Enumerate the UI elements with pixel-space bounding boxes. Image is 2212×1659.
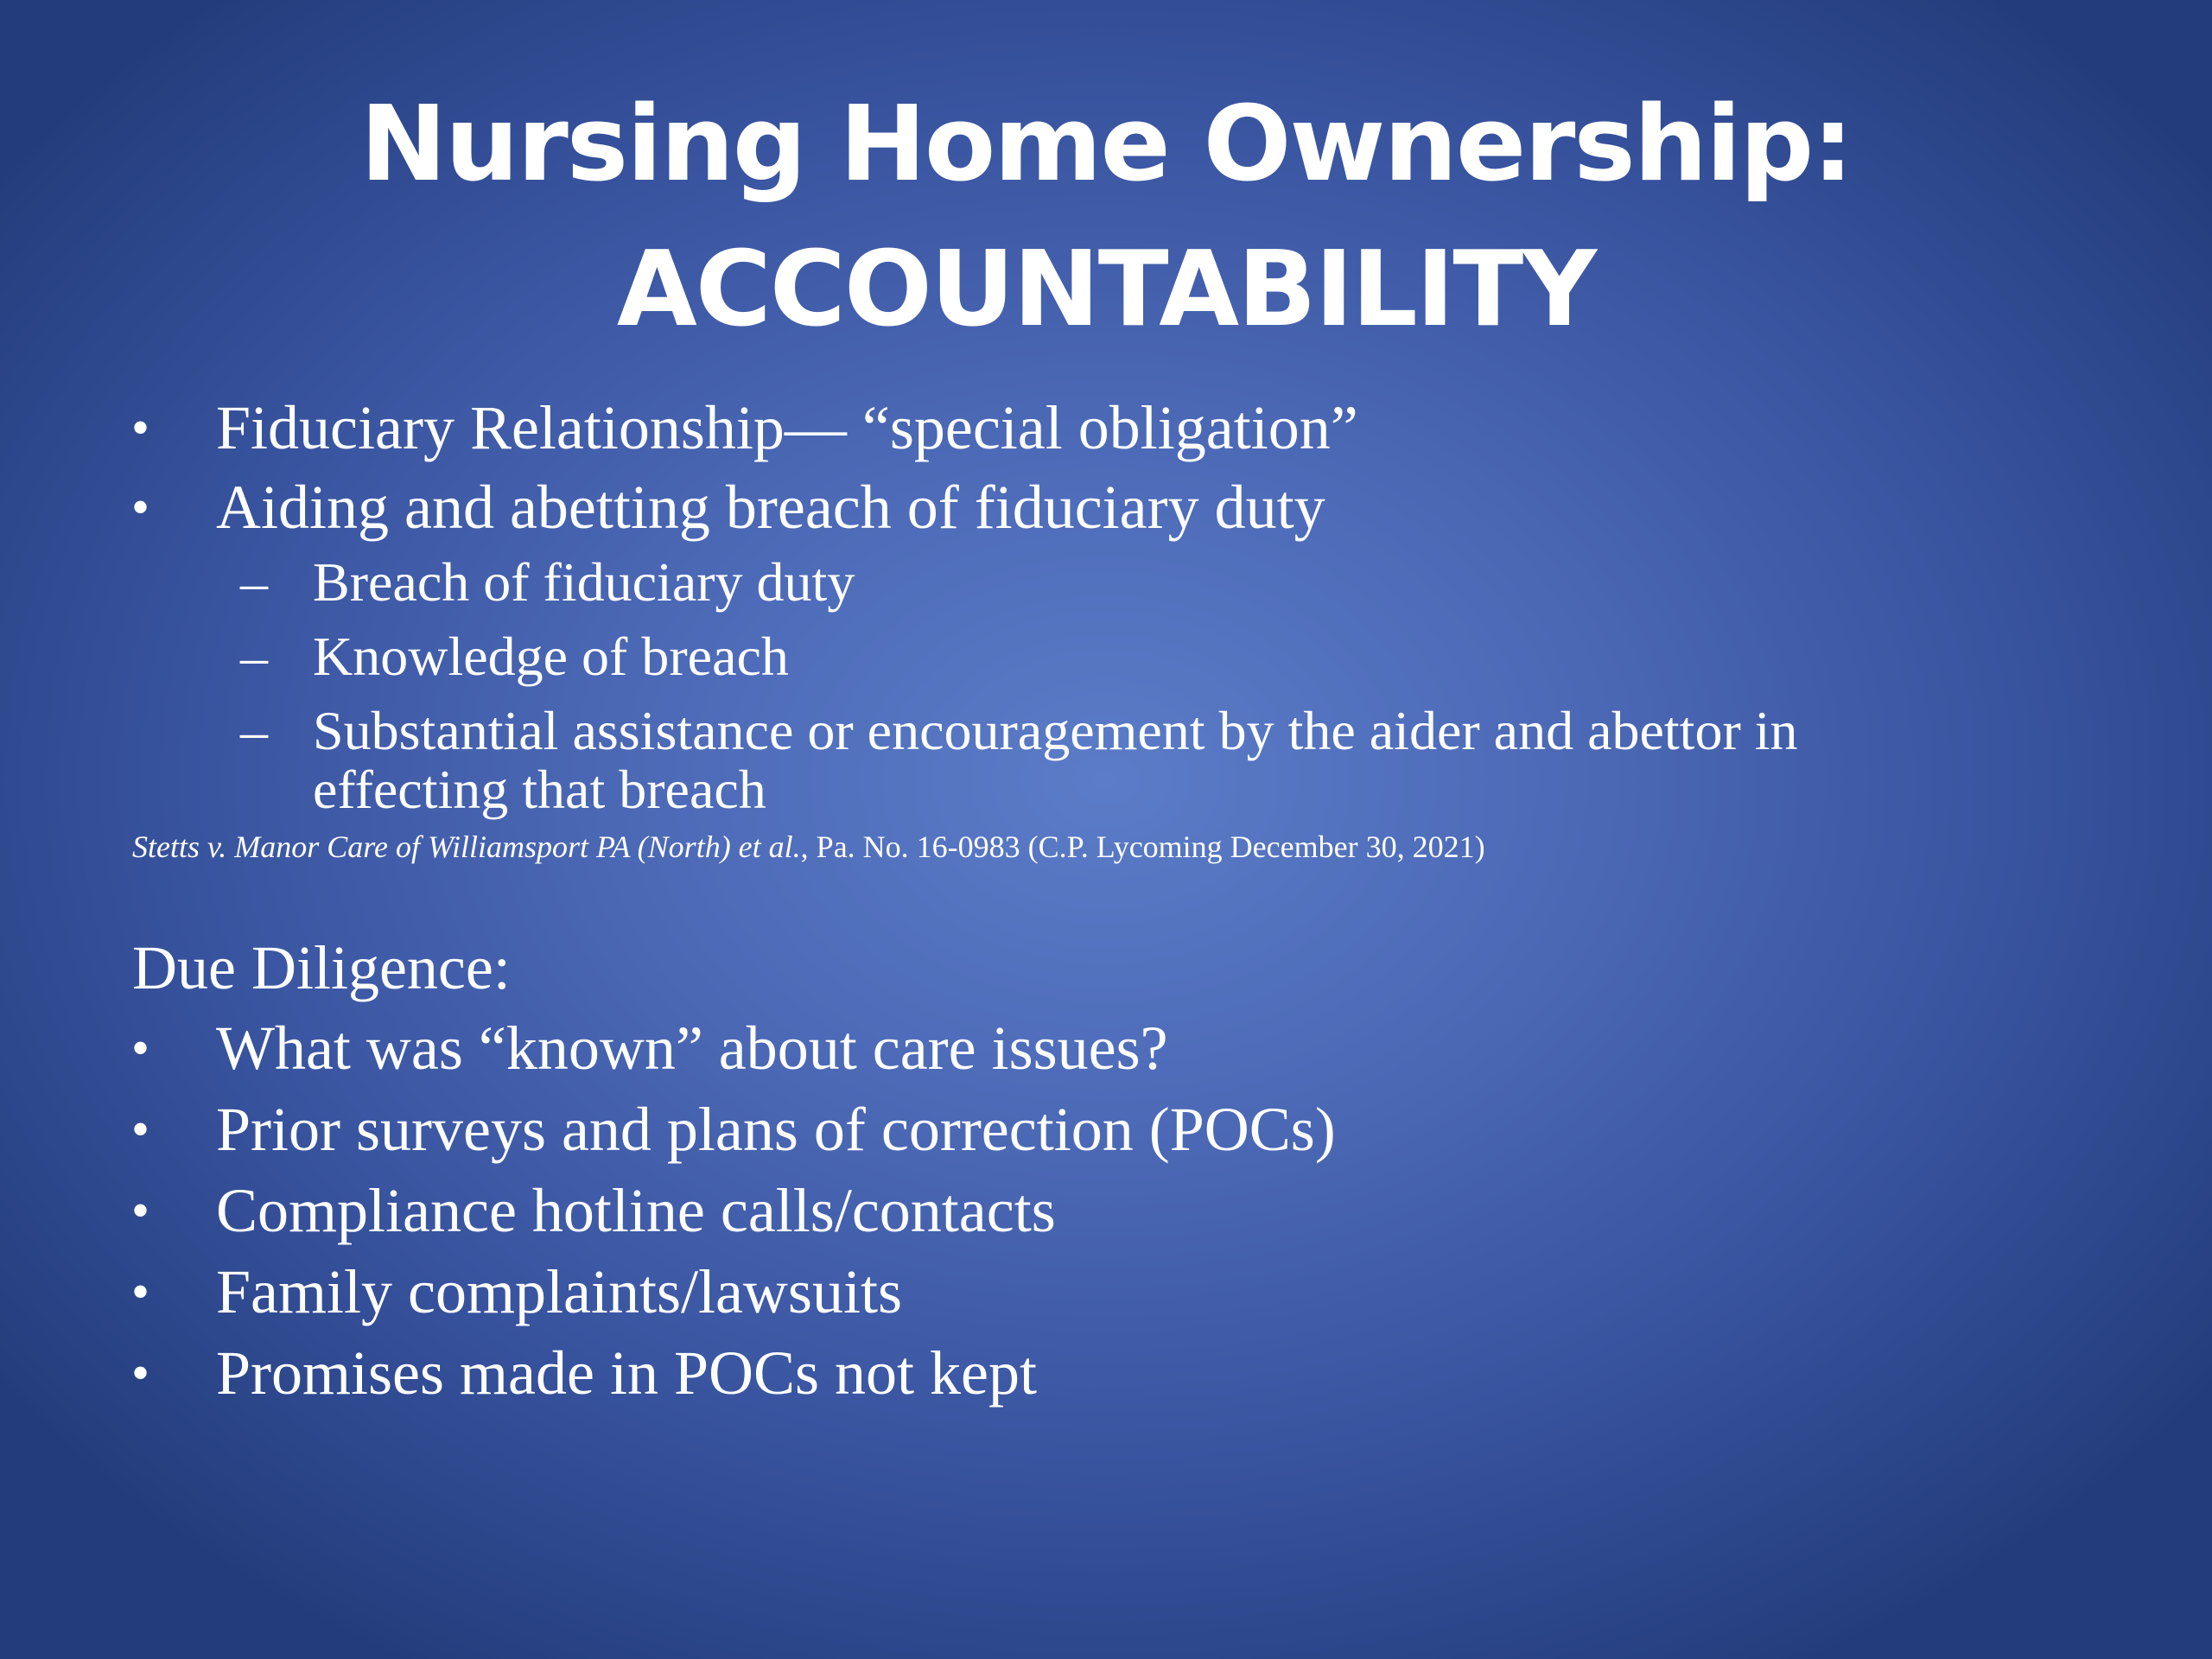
- sub-item-substantial-assistance-cont: effecting that breach: [313, 759, 766, 820]
- bullet-aiding-abetting: Aiding and abetting breach of fiduciary duty: [216, 473, 1325, 542]
- bullet-fiduciary-relationship: Fiduciary Relationship— “special obligation”: [216, 393, 1358, 462]
- bullet-marker: •: [131, 1263, 150, 1320]
- bullet-family-complaints: Family complaints/lawsuits: [216, 1257, 902, 1326]
- slide-title: [0, 73, 2212, 363]
- dash-marker: –: [240, 626, 268, 687]
- citation-case-name: Stetts v. Manor Care of Williamsport PA (North) et al.: [132, 830, 801, 864]
- sub-item-knowledge: Knowledge of breach: [313, 626, 789, 687]
- bullet-prior-surveys: Prior surveys and plans of correction (POCs): [216, 1095, 1336, 1164]
- bullet-marker: •: [131, 1101, 150, 1158]
- bullet-marker: •: [131, 1182, 150, 1239]
- bullet-promises-not-kept: Promises made in POCs not kept: [216, 1338, 1037, 1408]
- bullet-compliance-hotline: Compliance hotline calls/contacts: [216, 1176, 1056, 1245]
- bullet-marker: •: [131, 1344, 150, 1402]
- dash-marker: –: [240, 551, 268, 613]
- dash-marker: –: [240, 700, 268, 761]
- sub-item-breach: Breach of fiduciary duty: [313, 551, 855, 613]
- sub-item-substantial-assistance: Substantial assistance or encouragement by the aider and abettor in: [313, 700, 1798, 761]
- bullet-marker: •: [131, 1020, 150, 1077]
- title-line-2: ACCOUNTABILITY: [616, 230, 1596, 350]
- case-citation: [132, 825, 1485, 868]
- citation-reference: , Pa. No. 16-0983 (C.P. Lycoming December 30, 2021): [800, 830, 1485, 864]
- bullet-marker: •: [131, 479, 150, 536]
- title-line-1: Nursing Home Ownership:: [359, 85, 1853, 205]
- due-diligence-heading: Due Diligence:: [132, 933, 511, 1002]
- bullet-what-was-known: What was “known” about care issues?: [216, 1014, 1168, 1083]
- bullet-marker: •: [131, 399, 150, 456]
